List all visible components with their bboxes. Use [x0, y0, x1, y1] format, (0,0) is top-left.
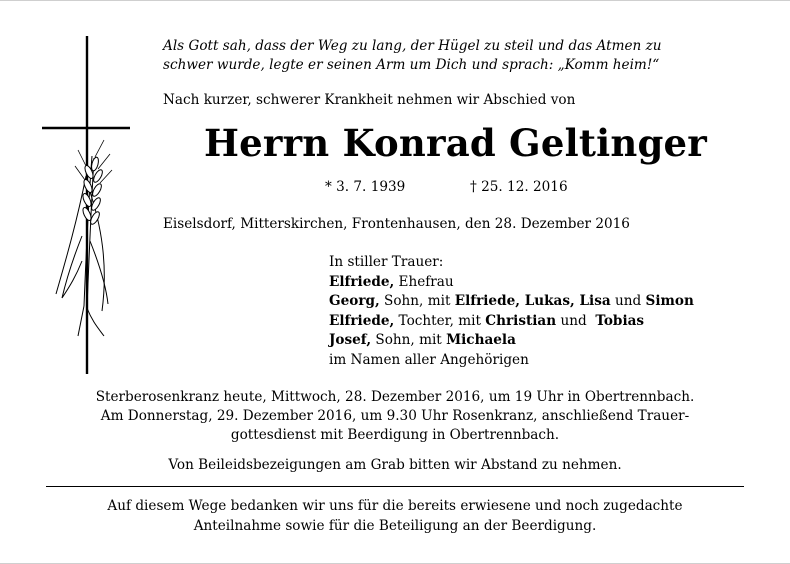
relation-text: Tochter, mit — [394, 312, 486, 329]
deceased-name: Herrn Konrad Geltinger — [204, 121, 707, 165]
relation-text: Ehefrau — [394, 273, 454, 290]
intro-text: Nach kurzer, schwerer Krankheit nehmen wir Abschied von — [163, 92, 576, 108]
mourners-list — [329, 253, 694, 371]
mourner-name: Elfriede, — [329, 273, 395, 290]
mourner-name: Georg, — [329, 293, 380, 310]
service-info — [30, 388, 760, 446]
mourner-name: Simon — [645, 293, 694, 310]
mourner-line — [329, 273, 694, 293]
relation-text: Sohn, mit — [371, 332, 447, 349]
mourner-name: Elfriede, Lukas, Lisa — [454, 293, 611, 310]
mourners-heading: In stiller Trauer: — [329, 254, 444, 270]
cross-with-wheat-icon — [42, 36, 132, 376]
death-date: † 25. 12. 2016 — [470, 179, 568, 195]
condolence-note: Von Beileidsbezeigungen am Grab bitten wir Abstand zu nehmen. — [168, 457, 622, 473]
poem — [163, 37, 763, 75]
service-line: gottesdienst mit Beerdigung in Obertrennbach. — [230, 427, 560, 444]
mourners-closing: im Namen aller Angehörigen — [329, 351, 529, 368]
thanks-line: Auf diesem Wege bedanken wir uns für die bereits erwiesene und noch zugedachte — [107, 498, 683, 514]
service-line: Am Donnerstag, 29. Dezember 2016, um 9.30 Uhr Rosenkranz, anschließend Trauer- — [100, 408, 690, 425]
mourner-line — [329, 292, 694, 312]
mourner-name: Tobias — [595, 312, 645, 329]
relation-text: Sohn, mit — [379, 293, 455, 310]
mourner-line — [329, 331, 694, 351]
thanks-line: Anteilnahme sowie für die Beteiligung an der Beerdigung. — [193, 517, 597, 534]
mourner-name: Elfriede, — [329, 312, 395, 329]
poem-line: Als Gott sah, dass der Weg zu lang, der Hügel zu steil und das Atmen zu — [163, 38, 662, 54]
service-line: Sterberosenkranz heute, Mittwoch, 28. Dezember 2016, um 19 Uhr in Obertrennbach. — [95, 389, 695, 405]
relation-text: und — [556, 312, 596, 329]
relation-text: und — [610, 293, 646, 310]
place-and-date: Eiselsdorf, Mitterskirchen, Frontenhausen, den 28. Dezember 2016 — [163, 216, 630, 232]
divider — [46, 486, 744, 487]
mourner-name: Josef, — [329, 332, 372, 349]
poem-line: schwer wurde, legte er seinen Arm um Dich und sprach: „Komm heim!“ — [163, 57, 660, 73]
thanks-note — [40, 497, 750, 536]
mourner-line — [329, 312, 694, 332]
mourner-name: Christian — [485, 312, 557, 329]
birth-date: * 3. 7. 1939 — [325, 179, 406, 195]
mourner-name: Michaela — [446, 332, 516, 349]
